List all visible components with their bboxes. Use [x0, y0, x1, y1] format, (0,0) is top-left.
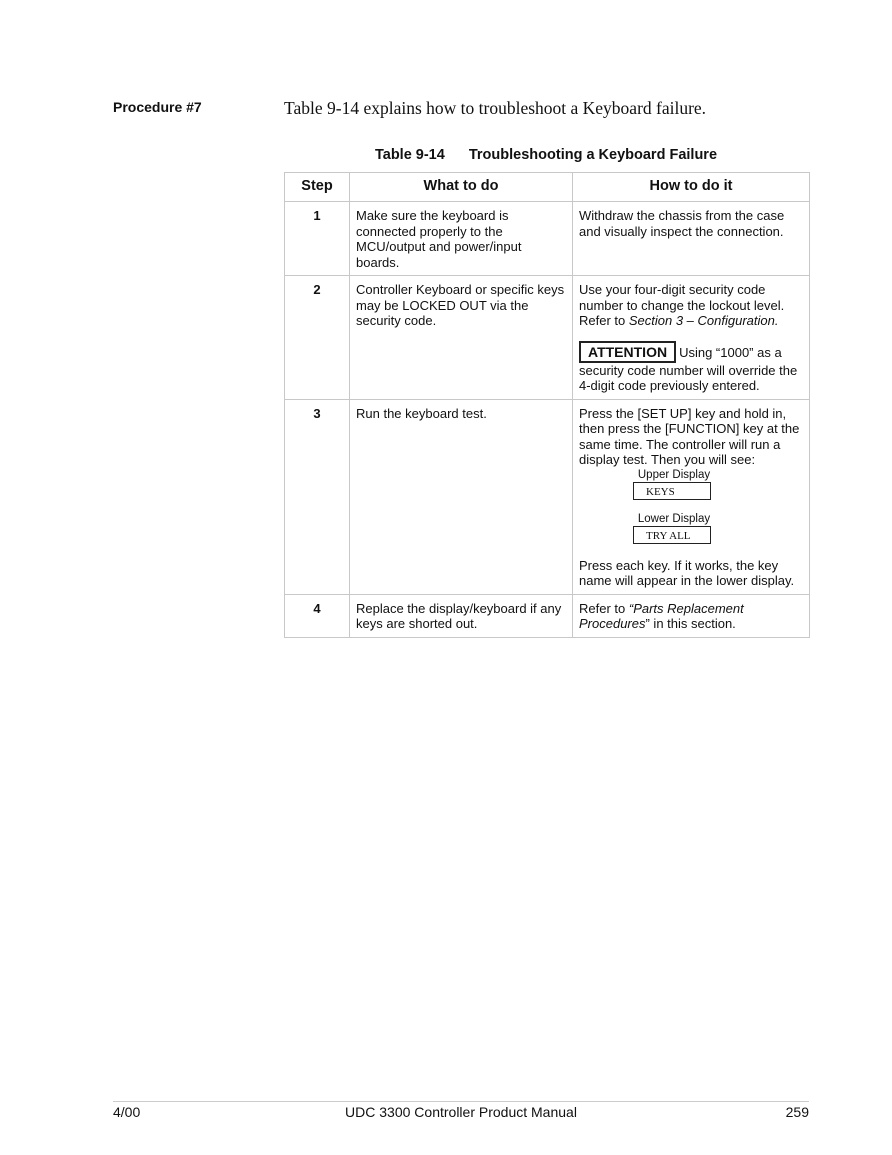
footer-date: 4/00: [113, 1104, 141, 1120]
how-text-post: ” in this section.: [645, 616, 736, 631]
footer-divider: [113, 1101, 809, 1102]
step-number: 1: [285, 202, 350, 276]
how-text-plain: Refer to: [579, 600, 629, 616]
table-caption: [284, 147, 808, 163]
how-to-do-it-cell: [573, 276, 810, 400]
attention-text: Using “1000” as a security code number will override the 4-digit code previously entered.: [579, 344, 798, 393]
how-text-plain: Use your four-digit security code number to change the lockout level. Refer to: [579, 282, 785, 328]
how-to-do-it-cell: [573, 399, 810, 594]
header-step: Step: [285, 173, 350, 202]
how-text: Press the [SET UP] key and hold in, then press the [FUNCTION] key at the same time. The controller will run a display test. Then you will see:: [579, 405, 800, 467]
attention-note: [579, 341, 803, 394]
what-to-do-cell: Controller Keyboard or specific keys may be LOCKED OUT via the security code.: [350, 276, 573, 400]
step-number: 4: [285, 594, 350, 637]
what-to-do-cell: Run the keyboard test.: [350, 399, 573, 594]
how-text-after: Press each key. If it works, the key name will appear in the lower display.: [579, 557, 795, 588]
troubleshooting-table: [284, 172, 810, 638]
how-to-do-it-cell: Withdraw the chassis from the case and visually inspect the connection.: [573, 202, 810, 276]
upper-display-label: Upper Display: [637, 468, 711, 481]
header-how-to-do-it: How to do it: [573, 173, 810, 202]
header-what-to-do: What to do: [350, 173, 573, 202]
footer-title: UDC 3300 Controller Product Manual: [345, 1104, 577, 1120]
table-row: [285, 202, 810, 276]
lower-display-label: Lower Display: [637, 512, 711, 525]
upper-display-value: KEYS: [633, 482, 711, 500]
lower-display: [579, 512, 803, 544]
table-row: [285, 276, 810, 400]
procedure-label: Procedure #7: [113, 99, 202, 115]
step-number: 3: [285, 399, 350, 594]
upper-display: [579, 468, 803, 500]
how-text: [579, 282, 803, 329]
step-number: 2: [285, 276, 350, 400]
page-number: 259: [785, 1104, 809, 1120]
table-header-row: [285, 173, 810, 202]
section-reference: “Parts Replacement Procedures: [579, 600, 744, 631]
table-title: Troubleshooting a Keyboard Failure: [468, 147, 718, 163]
table-row: [285, 399, 810, 594]
what-to-do-cell: Make sure the keyboard is connected properly to the MCU/output and power/input boards.: [350, 202, 573, 276]
lower-display-value: TRY ALL: [633, 526, 711, 544]
table-row: [285, 594, 810, 637]
section-reference: Section 3 – Configuration.: [628, 313, 779, 328]
what-to-do-cell: Replace the display/keyboard if any keys are shorted out.: [350, 594, 573, 637]
intro-text: Table 9-14 explains how to troubleshoot a Keyboard failure.: [284, 98, 707, 118]
table-number: Table 9-14: [374, 147, 445, 163]
how-to-do-it-cell: [573, 594, 810, 637]
attention-badge: ATTENTION: [579, 341, 676, 363]
